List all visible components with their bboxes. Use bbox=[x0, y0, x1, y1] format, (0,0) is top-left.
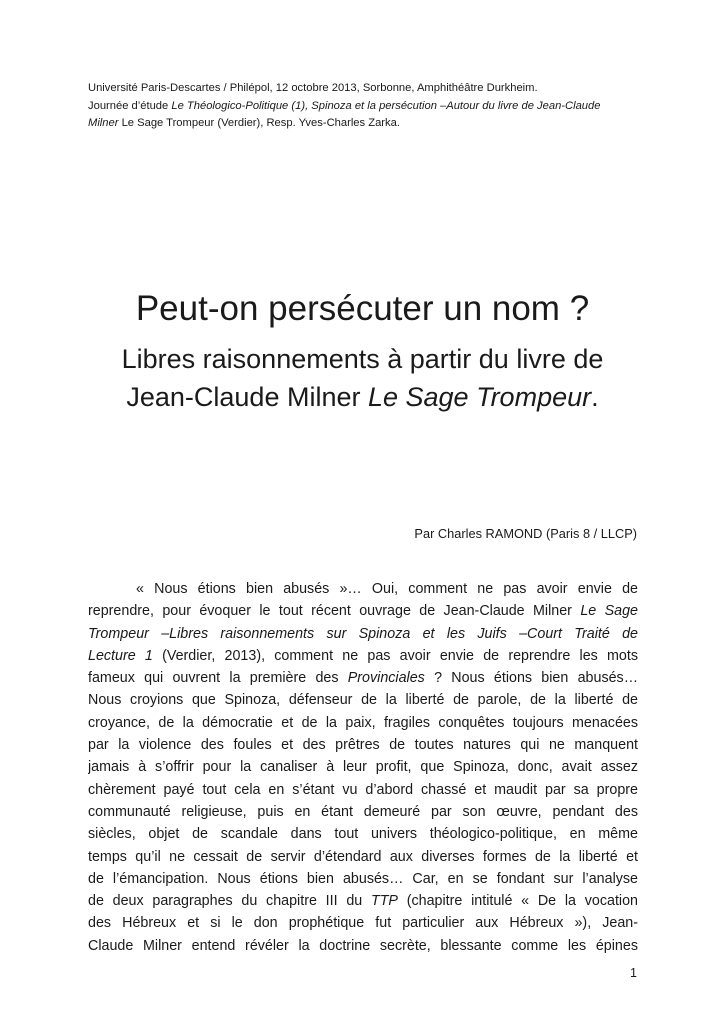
text-line: Nous croyions que Spinoza, défenseur de la liberté de parole, de la liberté de bbox=[88, 692, 638, 709]
body-paragraph bbox=[88, 578, 638, 957]
text-line: siècles, objet de scandale dans tout univers théologico-politique, en même bbox=[88, 826, 638, 843]
text-line: reprendre, pour évoquer le tout récent ouvrage de Jean-Claude Milner Le Sage bbox=[88, 603, 638, 620]
text-line: par la violence des foules et des prêtres de toutes natures qui ne manquent bbox=[88, 737, 638, 754]
header-note bbox=[88, 80, 648, 133]
header-line: Journée d’étude Le Théologico-Politique (1), Spinoza et la persécution –Autour du livre de Jean-Claude bbox=[88, 99, 601, 112]
text-line: de l’émancipation. Nous étions bien abusés… Car, en se fondant sur l’analyse bbox=[88, 870, 638, 887]
author-line: Par Charles RAMOND (Paris 8 / LLCP) bbox=[414, 526, 637, 541]
text-line: fameux qui ouvrent la première des Provinciales ? Nous étions bien abusés… bbox=[88, 670, 638, 687]
text-line: Lecture 1 (Verdier, 2013), comment ne pas avoir envie de reprendre les mots bbox=[88, 647, 638, 664]
text-line: des Hébreux et si le don prophétique fut particulier aux Hébreux »), Jean- bbox=[88, 915, 638, 932]
document-title: Peut-on persécuter un nom ? bbox=[135, 289, 590, 328]
document-subtitle-line: Libres raisonnements à partir du livre de bbox=[121, 344, 604, 374]
text-line: Trompeur –Libres raisonnements sur Spinoza et les Juifs –Court Traité de bbox=[88, 625, 638, 642]
text-line: Claude Milner entend révéler la doctrine secrète, blessante comme les épines bbox=[88, 937, 638, 954]
text-line: temps qu’il ne cessait de servir d’étendard aux diverses formes de la liberté et bbox=[88, 848, 638, 865]
text-line: chèrement payé tout cela en s’étant vu d’abord chassé et maudit par sa propre bbox=[88, 781, 638, 798]
page-number: 1 bbox=[630, 966, 637, 980]
text-line: de deux paragraphes du chapitre III du TTP (chapitre intitulé « De la vocation bbox=[88, 893, 638, 910]
header-line: Université Paris-Descartes / Philépol, 12 octobre 2013, Sorbonne, Amphithéâtre Durkheim. bbox=[88, 82, 538, 94]
text-line: « Nous étions bien abusés »… Oui, comment ne pas avoir envie de bbox=[136, 581, 638, 597]
text-line: communauté religieuse, puis en étant demeuré par son œuvre, pendant des bbox=[88, 803, 638, 820]
document-subtitle-line: Jean-Claude Milner Le Sage Trompeur. bbox=[126, 382, 599, 412]
text-line: jamais à s’offrir pour la canaliser à leur profit, que Spinoza, donc, avait assez bbox=[88, 759, 638, 776]
header-line: Milner Le Sage Trompeur (Verdier), Resp. Yves-Charles Zarka. bbox=[88, 117, 400, 129]
text-line: croyance, de la démocratie et de la paix, fragiles conquêtes toujours menacées bbox=[88, 714, 638, 731]
